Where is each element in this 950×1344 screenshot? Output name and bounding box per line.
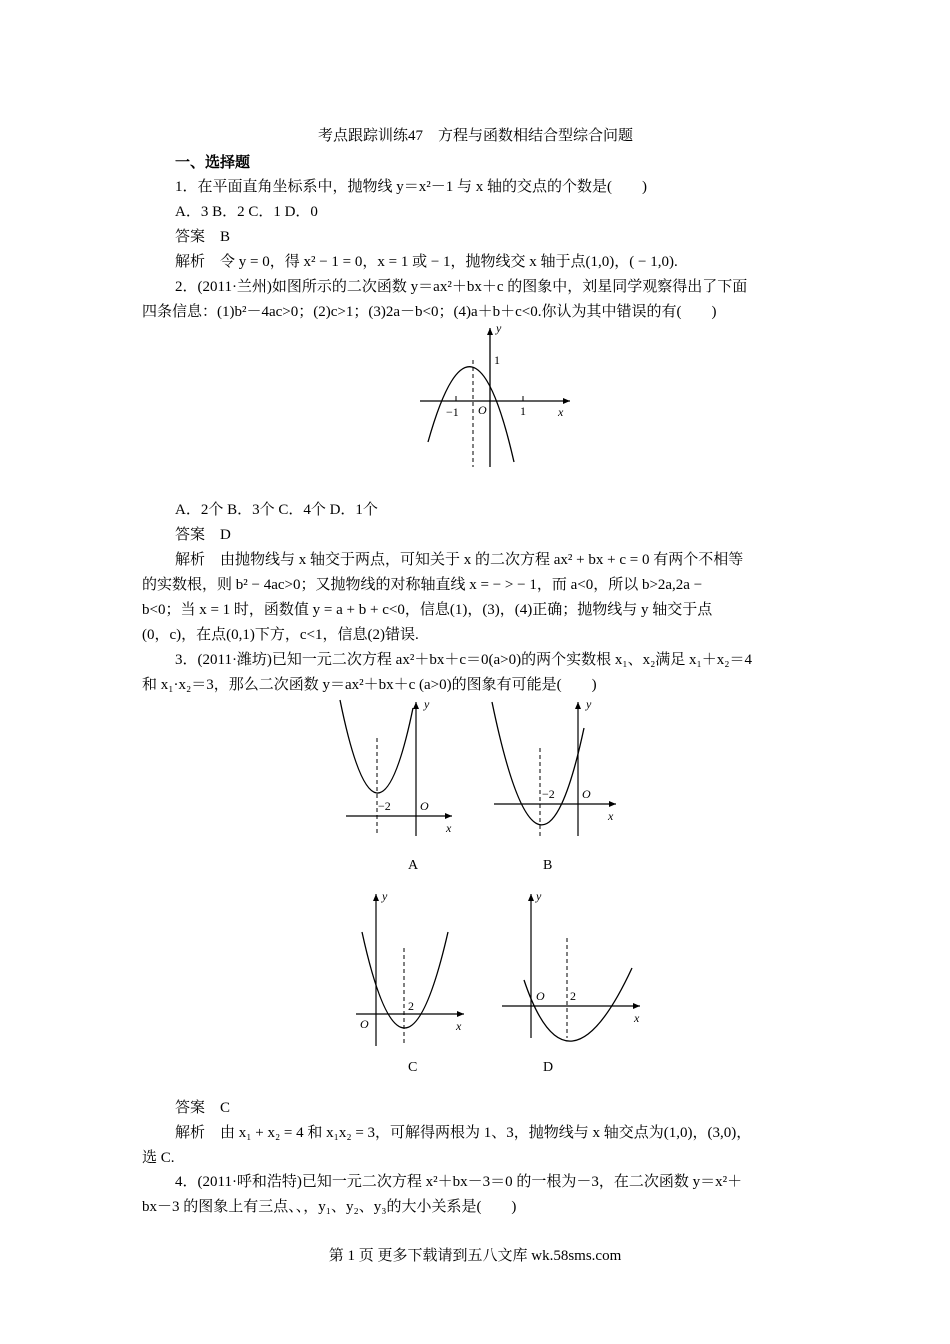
page-title: 考点跟踪训练47 方程与函数相结合型综合问题 xyxy=(318,128,634,144)
q1-stem: 1．在平面直角坐标系中，抛物线 y＝x²－1 与 x 轴的交点的个数是( ) xyxy=(175,179,647,195)
q3-graph-b-y-label: y xyxy=(586,697,592,711)
q2-stem-line2: 四条信息：(1)b²－4ac>0；(2)c>1；(3)2a－b<0；(4)a＋b＋c<0.你认为其中错误的有( ) xyxy=(142,304,717,320)
q4-stem-line2: bx－3 的图象上有三点、、，y₁、y₂、y₃的大小关系是( ) xyxy=(142,1199,517,1215)
q2-answer: 答案 D xyxy=(175,527,231,543)
q3-analysis-line1: 解析 由 x₁ + x₂ = 4 和 x₁x₂ = 3，可解得两根为 1、3，抛物线与 x 轴交点为(1,0)，(3,0)， xyxy=(175,1125,752,1141)
q2-analysis-line2: 的实数根，则 b² − 4ac>0；又抛物线的对称轴直线 x = − > − 1，而 a<0，所以 b>2a,2a − xyxy=(142,577,703,593)
q2-analysis-line4: (0，c)，在点(0,1)下方，c<1，信息(2)错误. xyxy=(142,627,419,643)
q2-analysis-line1: 解析 由抛物线与 x 轴交于两点，可知关于 x 的二次方程 ax² + bx + c = 0 有两个不相等 xyxy=(175,552,744,568)
q3-graph-a-mark-label: −2 xyxy=(378,799,391,813)
q3-graph-c-origin-label: O xyxy=(360,1017,369,1031)
q3-graph-b-origin-label: O xyxy=(582,787,591,801)
q3-graph-c-caption: C xyxy=(408,1060,418,1075)
q2-graph-x1-label: 1 xyxy=(520,404,526,418)
q3-graph-d-origin-label: O xyxy=(536,989,545,1003)
q2-analysis-line3: b<0；当 x = 1 时，函数值 y = a + b + c<0，信息(1)，(3)，(4)正确；抛物线与 y 轴交于点 xyxy=(142,602,713,618)
q3-graph-b-caption: B xyxy=(543,858,553,873)
page-footer: 第 1 页 更多下载请到五八文库 wk.58sms.com xyxy=(328,1248,622,1264)
q1-answer: 答案 B xyxy=(175,229,231,245)
q3-analysis-line2: 选 C. xyxy=(142,1150,175,1166)
q3-graph-c xyxy=(352,888,472,1048)
section-heading: 一、选择题 xyxy=(175,155,251,171)
q3-graph-d-mark-label: 2 xyxy=(570,989,576,1003)
q2-graph-y1-label: 1 xyxy=(494,353,500,367)
q3-graph-a-caption: A xyxy=(408,858,419,873)
q1-analysis: 解析 令 y = 0，得 x² − 1 = 0，x = 1 或 − 1，抛物线交 x 轴于点(1,0)，( − 1,0). xyxy=(175,254,678,270)
q2-parabola-graph xyxy=(410,322,580,472)
q3-graph-c-x-label: x xyxy=(456,1019,462,1033)
q3-graph-b-mark-label: −2 xyxy=(542,787,555,801)
q2-graph-origin-label: O xyxy=(478,403,487,417)
q1-options: A．3 B．2 C．1 D．0 xyxy=(175,204,318,220)
q3-graph-d-y-label: y xyxy=(536,889,542,903)
q3-graph-d-x-label: x xyxy=(634,1011,640,1025)
q3-graph-b xyxy=(490,698,620,838)
q3-graph-d xyxy=(498,888,648,1048)
q2-graph-x-label: x xyxy=(558,405,564,419)
q2-options: A．2个 B．3个 C．4个 D．1个 xyxy=(175,502,378,518)
q3-graph-c-mark-label: 2 xyxy=(408,999,414,1013)
q3-graph-b-x-label: x xyxy=(608,809,614,823)
q3-graph-a xyxy=(340,698,460,838)
q3-graph-c-y-label: y xyxy=(382,889,388,903)
q3-stem-line2: 和 x₁·x₂＝3，那么二次函数 y＝ax²＋bx＋c (a>0)的图象有可能是( ) xyxy=(142,677,597,693)
q2-graph-neg1-label: −1 xyxy=(446,405,459,419)
q3-stem-line1: 3．(2011·潍坊)已知一元二次方程 ax²＋bx＋c＝0(a>0)的两个实数根 x₁、x₂满足 x₁＋x₂＝4 xyxy=(175,652,753,668)
q2-stem-line1: 2．(2011·兰州)如图所示的二次函数 y＝ax²＋bx＋c 的图象中，刘星同学观察得出了下面 xyxy=(175,279,748,295)
q3-answer: 答案 C xyxy=(175,1100,231,1116)
q4-stem-line1: 4．(2011·呼和浩特)已知一元二次方程 x²＋bx－3＝0 的一根为－3，在二次函数 y＝x²＋ xyxy=(175,1174,743,1190)
q3-graph-a-x-label: x xyxy=(446,821,452,835)
q2-graph-y-label: y xyxy=(496,321,502,335)
q3-graph-a-y-label: y xyxy=(424,697,430,711)
q3-graph-a-origin-label: O xyxy=(420,799,429,813)
q3-graph-d-caption: D xyxy=(543,1060,554,1075)
